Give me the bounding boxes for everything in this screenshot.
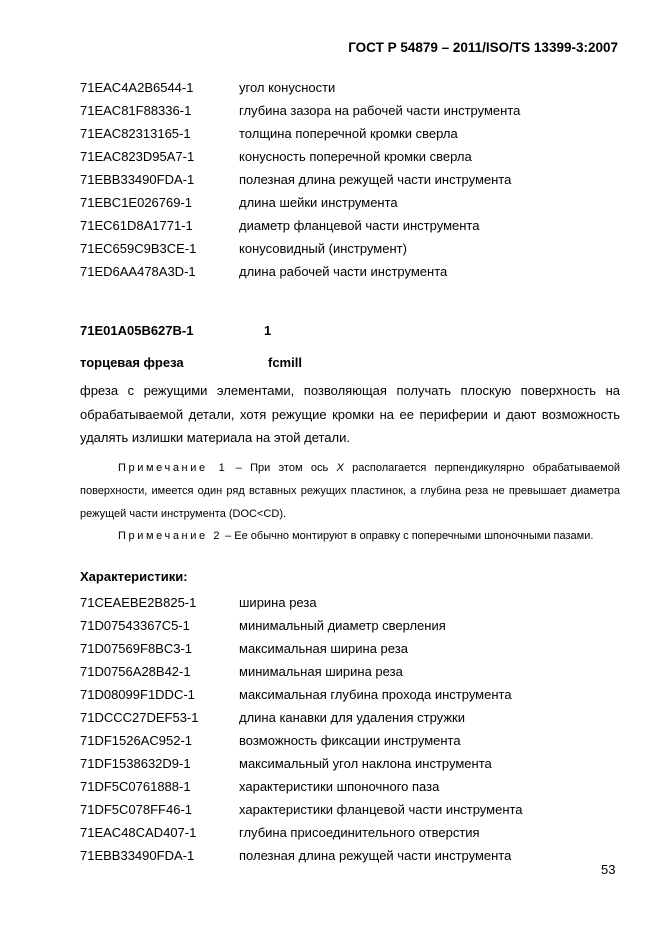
property-description: максимальная ширина реза — [239, 641, 408, 656]
property-description: конусность поперечной кромки сверла — [239, 149, 472, 164]
term-definition: фреза с режущими элементами, позволяющая получать плоскую поверхность на обрабатываемой детали, хотя режущие кромки на ее периферии и дают возможность удалять излишки материала на этой детали. — [80, 383, 620, 445]
property-description: возможность фиксации инструмента — [239, 733, 461, 748]
list-item — [80, 76, 620, 99]
list-item — [80, 752, 620, 775]
property-description: длина рабочей части инструмента — [239, 264, 448, 279]
property-description: угол конусности — [239, 80, 336, 95]
characteristics-list — [80, 591, 620, 867]
property-code: 71DF5C0761888-1 — [80, 779, 191, 794]
list-item — [80, 706, 620, 729]
list-item — [80, 145, 620, 168]
note-label: Примечание 2 — [118, 530, 223, 542]
property-code: 71EBC1E026769-1 — [80, 195, 193, 210]
entry-code: 71E01A05B627B-1 — [80, 323, 194, 338]
property-code: 71D0756A28B42-1 — [80, 664, 191, 679]
note-text: – При этом ось — [227, 462, 337, 474]
property-description: максимальная глубина прохода инструмента — [239, 687, 512, 702]
property-code: 71EAC4A2B6544-1 — [80, 80, 194, 95]
list-item — [80, 591, 620, 614]
property-code: 71EAC823D95A7-1 — [80, 149, 195, 164]
list-item — [80, 122, 620, 145]
property-description: толщина поперечной кромки сверла — [239, 126, 458, 141]
note-2 — [80, 525, 620, 548]
property-list-top — [80, 76, 620, 283]
entry-number: 1 — [264, 323, 272, 338]
property-description: характеристики шпоночного паза — [239, 779, 440, 794]
list-item — [80, 99, 620, 122]
list-item — [80, 260, 620, 283]
list-item — [80, 168, 620, 191]
list-item — [80, 214, 620, 237]
property-description: конусовидный (инструмент) — [239, 241, 407, 256]
property-code: 71EAC48CAD407-1 — [80, 825, 197, 840]
property-description: диаметр фланцевой части инструмента — [239, 218, 480, 233]
list-item — [80, 614, 620, 637]
note-1 — [80, 457, 620, 526]
list-item — [80, 237, 620, 260]
property-code: 71EC659C9B3CE-1 — [80, 241, 197, 256]
term-russian: торцевая фреза — [80, 355, 184, 370]
property-code: 71ED6AA478A3D-1 — [80, 264, 196, 279]
property-description: длина шейки инструмента — [239, 195, 398, 210]
property-description: полезная длина режущей части инструмента — [239, 848, 512, 863]
property-description: длина канавки для удаления стружки — [239, 710, 465, 725]
property-description: минимальный диаметр сверления — [239, 618, 446, 633]
property-code: 71D08099F1DDC-1 — [80, 687, 195, 702]
page-number: 53 — [601, 862, 616, 877]
property-code: 71D07543367C5-1 — [80, 618, 190, 633]
property-description: глубина зазора на рабочей части инструмента — [239, 103, 521, 118]
property-code: 71EAC82313165-1 — [80, 126, 191, 141]
property-code: 71D07569F8BC3-1 — [80, 641, 193, 656]
list-item — [80, 191, 620, 214]
property-code: 71EBB33490FDA-1 — [80, 172, 195, 187]
property-description: характеристики фланцевой части инструмента — [239, 802, 523, 817]
list-item — [80, 683, 620, 706]
term-english: fcmill — [268, 355, 302, 370]
list-item — [80, 637, 620, 660]
list-item — [80, 660, 620, 683]
property-description: ширина реза — [239, 595, 317, 610]
property-code: 71DF5C078FF46-1 — [80, 802, 192, 817]
axis-symbol: X — [336, 462, 344, 474]
list-item — [80, 844, 620, 867]
list-item — [80, 729, 620, 752]
list-item — [80, 775, 620, 798]
note-text: – Ее обычно монтируют в оправку с поперечными шпоночными пазами. — [222, 530, 594, 542]
note-text: располагается перпендикулярно обрабатываемой поверхности, имеется один ряд вставных режущих пластинок, а глубина реза не превышает диаметра режущей части инструмента (DOC<CD). — [80, 462, 620, 520]
property-code: 71EBB33490FDA-1 — [80, 848, 195, 863]
property-description: глубина присоединительного отверстия — [239, 825, 480, 840]
list-item — [80, 798, 620, 821]
property-code: 71EAC81F88336-1 — [80, 103, 192, 118]
characteristics-heading: Характеристики: — [80, 569, 188, 584]
property-description: полезная длина режущей части инструмента — [239, 172, 512, 187]
property-description: минимальная ширина реза — [239, 664, 403, 679]
property-code: 71DF1538632D9-1 — [80, 756, 191, 771]
property-code: 71DF1526AC952-1 — [80, 733, 193, 748]
property-code: 71EC61D8A1771-1 — [80, 218, 193, 233]
property-code: 71CEAEBE2B825-1 — [80, 595, 197, 610]
note-label: Примечание 1 — [118, 462, 228, 474]
document-header: ГОСТ Р 54879 – 2011/ISO/TS 13399-3:2007 — [348, 40, 618, 55]
property-code: 71DCCC27DEF53-1 — [80, 710, 199, 725]
list-item — [80, 821, 620, 844]
property-description: максимальный угол наклона инструмента — [239, 756, 492, 771]
